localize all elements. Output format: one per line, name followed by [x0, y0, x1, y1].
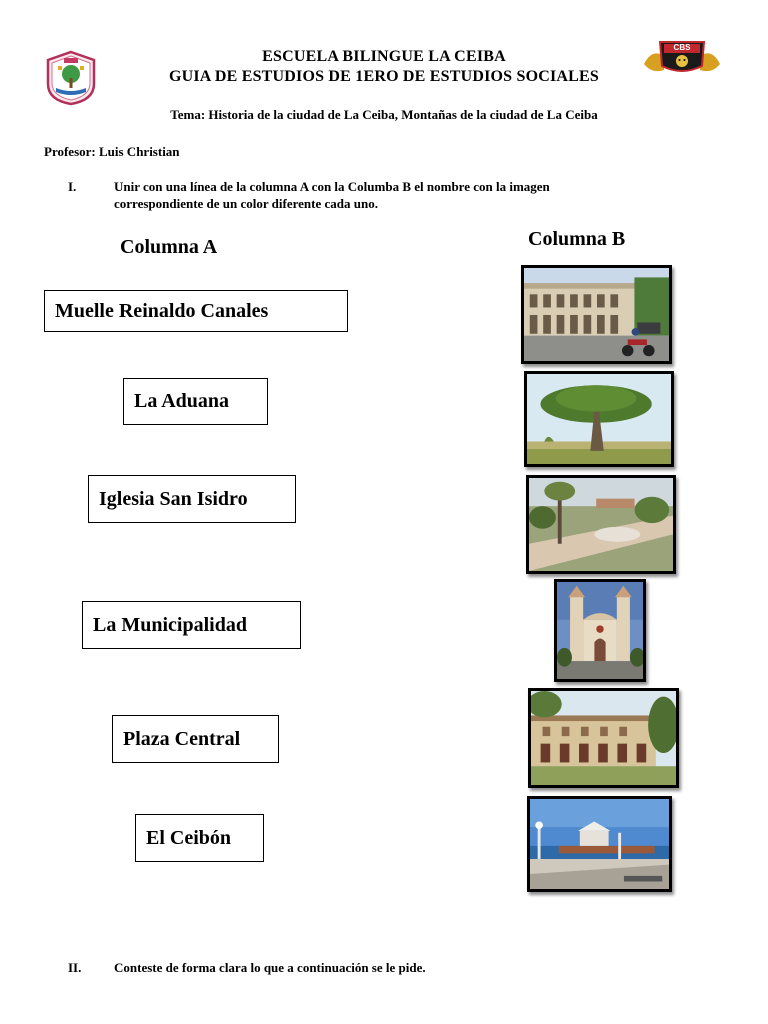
section-2-instruction: Conteste de forma clara lo que a continuación se le pide. — [114, 960, 426, 975]
photo-pier-seaside — [527, 796, 672, 892]
photo-park-plaza — [526, 475, 676, 574]
photo-old-building-trees — [528, 688, 679, 788]
photo-ceiba-tree — [524, 371, 674, 467]
item-muelle-reinaldo-canales: Muelle Reinaldo Canales — [44, 290, 348, 332]
guide-title: GUIA DE ESTUDIOS DE 1ERO DE ESTUDIOS SOCIALES — [168, 68, 599, 85]
item-la-municipalidad: La Municipalidad — [82, 601, 301, 649]
section-1-instruction-line-1: Unir con una línea de la columna A con la Columba B el nombre con la imagen — [114, 179, 550, 194]
cbs-logo-text: CBS — [673, 43, 691, 52]
teacher-line: Profesor: Luis Christian — [44, 144, 180, 159]
photo-colonial-arcade-building — [521, 265, 672, 364]
item-iglesia-san-isidro: Iglesia San Isidro — [88, 475, 296, 523]
section-1-number: I. — [68, 179, 77, 194]
section-1-instruction-line-2: correspondiente de un color diferente cada uno. — [114, 196, 378, 211]
column-b-title: Columna B — [528, 228, 626, 250]
section-2-number: II. — [68, 960, 82, 975]
column-a-title: Columna A — [120, 236, 218, 258]
item-el-ceibon: El Ceibón — [135, 814, 264, 862]
school-name: ESCUELA BILINGUE LA CEIBA — [262, 48, 506, 65]
item-la-aduana: La Aduana — [123, 378, 268, 425]
photo-church-towers — [554, 579, 646, 682]
topic-line: Tema: Historia de la ciudad de La Ceiba, Montañas de la ciudad de La Ceiba — [170, 107, 598, 122]
item-plaza-central: Plaza Central — [112, 715, 279, 763]
